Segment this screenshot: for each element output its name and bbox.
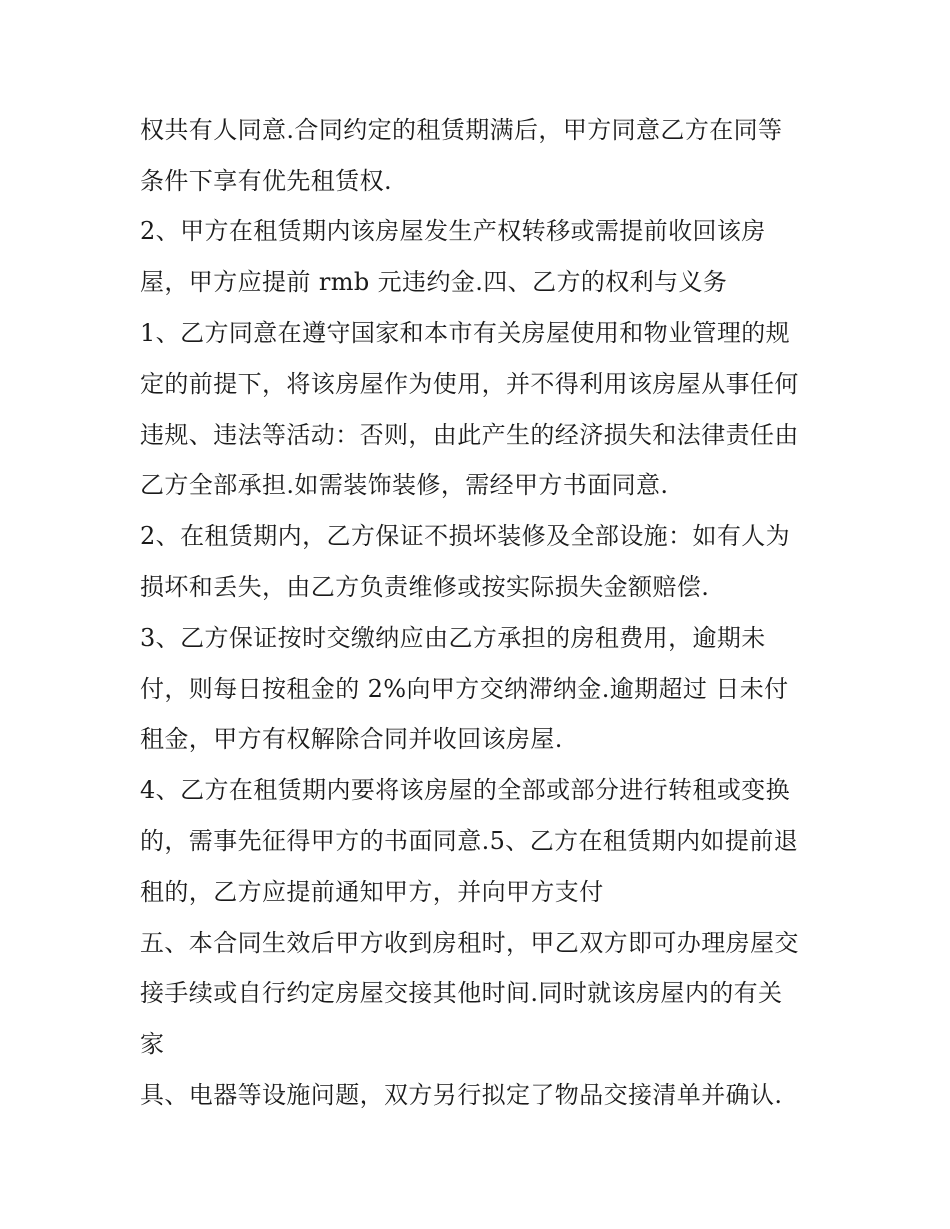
text-line: 3、乙方保证按时交缴纳应由乙方承担的房租费用，逾期未 (140, 624, 766, 652)
text-line: 五、本合同生效后甲方收到房租时，甲乙双方即可办理房屋交 (140, 929, 799, 957)
text-line: 屋，甲方应提前 rmb 元违约金.四、乙方的权利与义务 (140, 268, 728, 296)
text-line: 具、电器等设施问题，双方另行拟定了物品交接清单并确认. (140, 1081, 783, 1109)
text-line: 损坏和丢失，由乙方负责维修或按实际损失金额赔偿. (140, 573, 710, 601)
text-line: 的，需事先征得甲方的书面同意.5、乙方在租赁期内如提前退 (140, 827, 799, 855)
text-line: 1、乙方同意在遵守国家和本市有关房屋使用和物业管理的规 (140, 319, 791, 347)
text-line: 2、在租赁期内，乙方保证不损坏装修及全部设施：如有人为 (140, 522, 791, 550)
text-line: 2、甲方在租赁期内该房屋发生产权转移或需提前收回该房 (140, 217, 766, 245)
text-line: 乙方全部承担.如需装饰装修，需经甲方书面同意. (140, 471, 669, 499)
text-line: 租的，乙方应提前通知甲方，并向甲方支付 (140, 878, 604, 906)
text-line: 违规、违法等活动：否则，由此产生的经济损失和法律责任由 (140, 421, 799, 449)
text-line: 租金，甲方有权解除合同并收回该房屋. (140, 725, 563, 753)
text-line: 条件下享有优先租赁权. (140, 167, 393, 195)
text-line: 付，则每日按租金的 2%向甲方交纳滞纳金.逾期超过 日未付 (140, 675, 789, 703)
text-line: 接手续或自行约定房屋交接其他时间.同时就该房屋内的有关 (140, 979, 783, 1007)
text-line: 定的前提下，将该房屋作为使用，并不得利用该房屋从事任何 (140, 370, 799, 398)
text-line: 权共有人同意.合同约定的租赁期满后，甲方同意乙方在同等 (140, 116, 783, 144)
text-line: 家 (140, 1030, 165, 1058)
text-line: 4、乙方在租赁期内要将该房屋的全部或部分进行转租或变换 (140, 776, 791, 804)
